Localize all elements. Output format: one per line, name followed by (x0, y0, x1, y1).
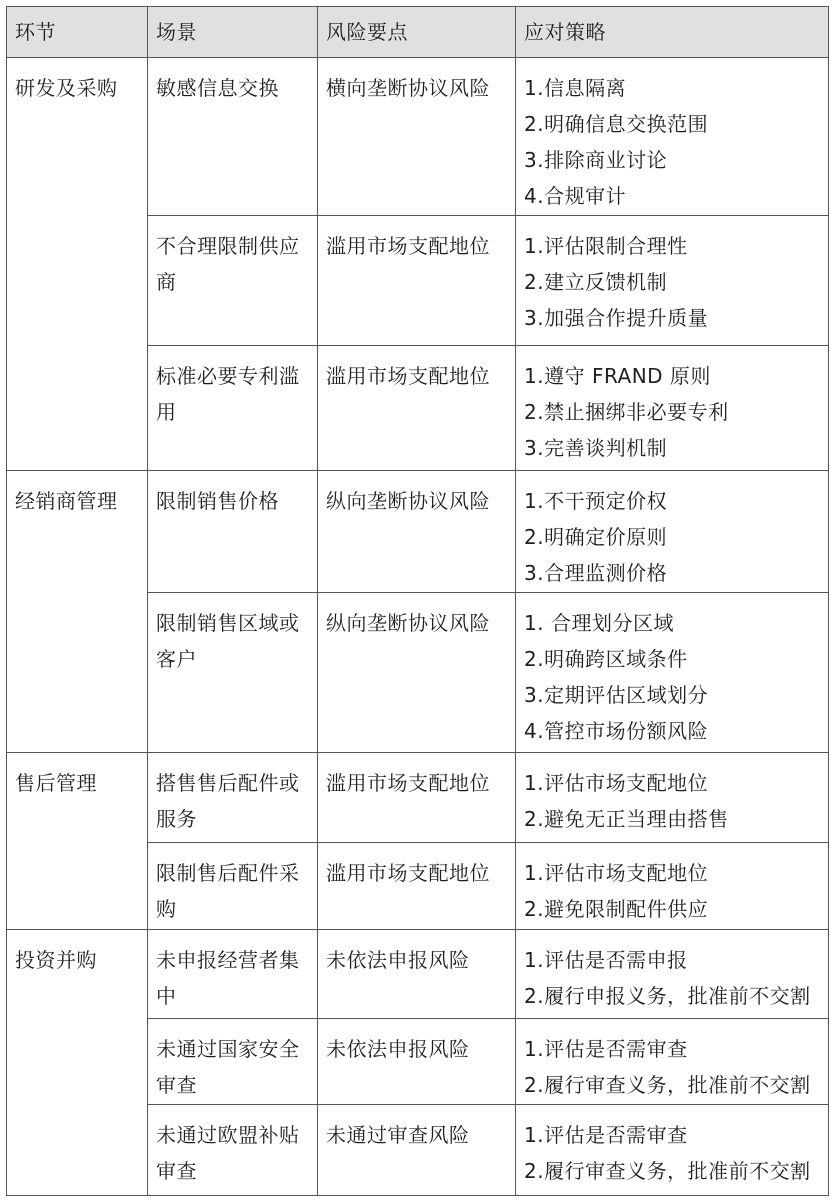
stage-cell: 投资并购 (7, 929, 148, 1195)
table-row (7, 929, 829, 1019)
header-strategy: 应对策略 (516, 7, 829, 58)
strategy-cell (516, 58, 829, 216)
strategy-item: 2.避免无正当理由搭售 (524, 807, 729, 832)
strategy-item: 2.明确定价原则 (524, 524, 668, 549)
strategy-item: 1.遵守 FRAND 原则 (524, 363, 711, 388)
risk-cell: 滥用市场支配地位 (318, 753, 516, 843)
strategy-item: 1.不干预定价权 (524, 488, 668, 513)
strategy-item: 4.合规审计 (524, 184, 627, 208)
strategy-item: 2.建立反馈机制 (524, 270, 668, 295)
strategy-item: 4.管控市场份额风险 (524, 718, 709, 743)
scene-cell: 标准必要专利滥用 (148, 345, 318, 470)
strategy-cell (516, 1019, 829, 1105)
strategy-item: 3.排除商业讨论 (524, 148, 668, 172)
strategy-item: 3.合理监测价格 (524, 560, 668, 585)
strategy-item: 2.禁止捆绑非必要专利 (524, 399, 729, 424)
strategy-item: 2.履行申报义务，批准前不交割 (524, 983, 811, 1008)
strategy-item: 1.评估是否需申报 (524, 947, 688, 972)
strategy-cell (516, 842, 829, 929)
strategy-cell (516, 216, 829, 345)
stage-cell: 研发及采购 (7, 58, 148, 471)
risk-cell: 未通过审查风险 (318, 1105, 516, 1196)
stage-cell: 经销商管理 (7, 470, 148, 752)
strategy-item: 1.信息隔离 (524, 76, 627, 100)
header-row (7, 7, 829, 58)
strategy-cell (516, 929, 829, 1019)
strategy-item: 1.评估市场支配地位 (524, 771, 709, 796)
antitrust-risk-table (6, 6, 829, 1196)
strategy-item: 3.加强合作提升质量 (524, 306, 709, 331)
strategy-item: 2.明确跨区域条件 (524, 646, 688, 671)
strategy-cell (516, 753, 829, 843)
table-row (7, 470, 829, 592)
scene-cell: 不合理限制供应商 (148, 216, 318, 345)
risk-cell: 纵向垄断协议风险 (318, 592, 516, 752)
scene-cell: 未通过欧盟补贴审查 (148, 1105, 318, 1196)
table-body (7, 58, 829, 1196)
strategy-item: 2.避免限制配件供应 (524, 896, 709, 921)
risk-cell: 未依法申报风险 (318, 1019, 516, 1105)
strategy-item: 2.履行审查义务，批准前不交割 (524, 1073, 811, 1098)
strategy-cell (516, 345, 829, 470)
table-row (7, 58, 829, 216)
strategy-item: 3.定期评估区域划分 (524, 682, 709, 707)
risk-cell: 滥用市场支配地位 (318, 216, 516, 345)
scene-cell: 限制销售区域或客户 (148, 592, 318, 752)
strategy-item: 3.完善谈判机制 (524, 435, 668, 460)
risk-cell: 滥用市场支配地位 (318, 842, 516, 929)
header-scene: 场景 (148, 7, 318, 58)
strategy-item: 1.评估是否需审查 (524, 1123, 688, 1148)
strategy-item: 1.评估限制合理性 (524, 234, 688, 259)
scene-cell: 未申报经营者集中 (148, 929, 318, 1019)
scene-cell: 搭售售后配件或服务 (148, 753, 318, 843)
header-risk: 风险要点 (318, 7, 516, 58)
strategy-cell (516, 1105, 829, 1196)
header-stage: 环节 (7, 7, 148, 58)
stage-cell: 售后管理 (7, 753, 148, 930)
scene-cell: 限制销售价格 (148, 470, 318, 592)
risk-cell: 纵向垄断协议风险 (318, 470, 516, 592)
scene-cell: 敏感信息交换 (148, 58, 318, 216)
scene-cell: 限制售后配件采购 (148, 842, 318, 929)
strategy-item: 1.评估是否需审查 (524, 1037, 688, 1062)
strategy-item: 2.履行审查义务，批准前不交割 (524, 1159, 811, 1184)
strategy-item: 2.明确信息交换范围 (524, 112, 709, 136)
strategy-cell (516, 592, 829, 752)
strategy-item: 1.评估市场支配地位 (524, 860, 709, 885)
risk-cell: 横向垄断协议风险 (318, 58, 516, 216)
risk-cell: 未依法申报风险 (318, 929, 516, 1019)
risk-cell: 滥用市场支配地位 (318, 345, 516, 470)
strategy-item: 1. 合理划分区域 (524, 610, 674, 635)
scene-cell: 未通过国家安全审查 (148, 1019, 318, 1105)
table-row (7, 753, 829, 843)
strategy-cell (516, 470, 829, 592)
